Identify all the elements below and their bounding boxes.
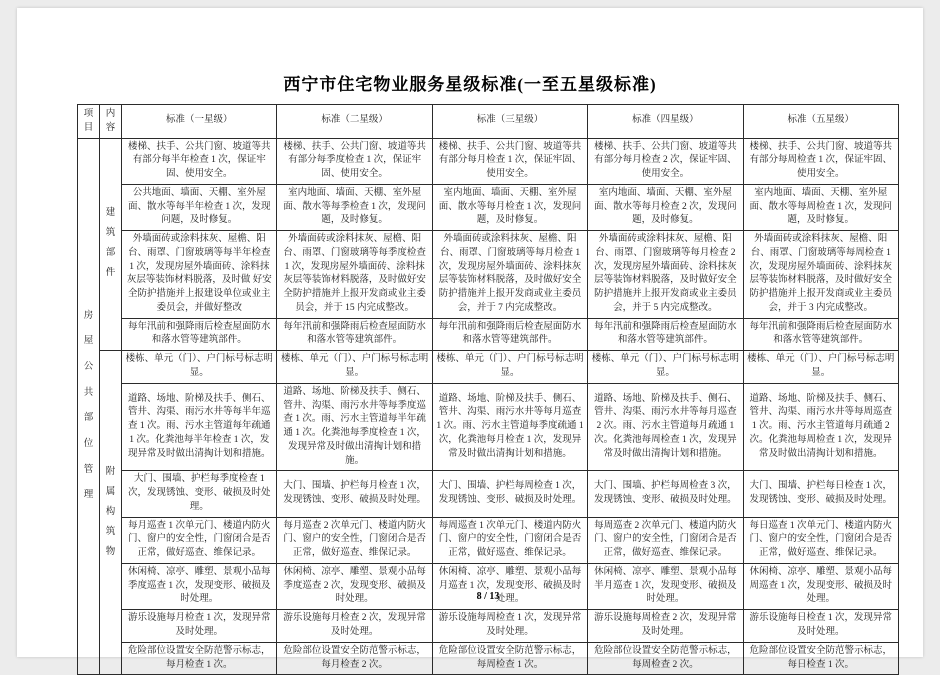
standard-cell: 楼梯、扶手、公共门窗、坡道等共有部分每周检查 1 次，保证牢固、使用安全。	[743, 138, 898, 184]
standard-cell: 楼栋、单元（门）、户门标号标志明显。	[743, 351, 898, 384]
table-row	[78, 563, 899, 609]
group-attached-structures-cell	[100, 351, 122, 675]
standard-cell: 道路、场地、阶梯及扶手、侧石、管井、沟渠、雨污水井等每月巡查 1 次。雨、污水主管道每季度疏通 1 次，化粪池每月检查 1 次，发现异常及时做出清掏计划和措施。	[432, 383, 587, 471]
document-page	[17, 8, 923, 670]
header-star-3: 标准（三星级）	[432, 105, 587, 139]
standard-cell: 每年汛前和强降雨后检查屋面防水和落水管等建筑部件。	[588, 318, 743, 351]
standard-cell: 休闲椅、凉亭、雕塑、景观小品每半月巡查 1 次，发现变形、破损及时处理。	[588, 563, 743, 609]
standard-cell: 大门、围墙、护栏每季度检查 1 次，发现锈蚀、变形、破损及时处理。	[122, 471, 277, 517]
standards-table	[77, 104, 899, 675]
standard-cell: 楼梯、扶手、公共门窗、坡道等共有部分每月检查 2 次，保证牢固、使用安全。	[588, 138, 743, 184]
standard-cell: 危险部位设置安全防范警示标志，每月检查 2 次。	[277, 642, 432, 675]
header-content-label: 内容	[105, 109, 116, 134]
standard-cell: 室内地面、墙面、天棚、室外屋面、散水等每月检查 1 次，发现问题，及时修复。	[432, 184, 587, 230]
header-content	[100, 105, 122, 139]
page-title: 西宁市住宅物业服务星级标准(一至五星级标准)	[283, 75, 657, 94]
standard-cell: 休闲椅、凉亭、雕塑、景观小品每月巡查 1 次，发现变形、破损及时处理。	[432, 563, 587, 609]
standard-cell: 楼梯、扶手、公共门窗、坡道等共有部分每半年检查 1 次，保证牢固、使用安全。	[122, 138, 277, 184]
standard-cell: 室内地面、墙面、天棚、室外屋面、散水等每周检查 1 次，发现问题，及时修复。	[743, 184, 898, 230]
header-star-5: 标准（五星级）	[743, 105, 898, 139]
group-building-parts-cell	[100, 138, 122, 351]
standard-cell: 游乐设施每月检查 2 次，发现异常及时处理。	[277, 610, 432, 643]
standard-cell: 每月巡查 1 次单元门、楼道内防火门、窗户的安全性，门窗闭合是否正常，做好巡查、维保记录。	[122, 517, 277, 563]
standard-cell: 道路、场地、阶梯及扶手、侧石、管井、沟渠、雨污水井等每季度巡查 1 次。雨、污水主管道每半年疏通 1 次。化粪池每季度检查 1 次，发现异常及时做出清掏计划和措施。	[277, 383, 432, 471]
standard-cell: 危险部位设置安全防范警示标志，每周检查 2 次。	[588, 642, 743, 675]
standard-cell: 每月巡查 2 次单元门、楼道内防火门、窗户的安全性，门窗闭合是否正常，做好巡查、维保记录。	[277, 517, 432, 563]
standard-cell: 休闲椅、凉亭、雕塑、景观小品每周巡查 1 次，发现变形、破损及时处理。	[743, 563, 898, 609]
standard-cell: 大门、围墙、护栏每周检查 1 次，发现锈蚀、变形、破损及时处理。	[432, 471, 587, 517]
standard-cell: 游乐设施每月检查 1 次，发现异常及时处理。	[122, 610, 277, 643]
table-row	[78, 231, 899, 319]
standard-cell: 外墙面砖或涂料抹灰、屋檐、阳台、雨罩、门窗玻璃等每季度检查 1 次，发现房屋外墙面砖、涂料抹灰层等装饰材料脱落，及时做好安全防护措施并上报开发商或业主委员会，并于 15 内完成整改。	[277, 231, 432, 319]
standard-cell: 每周巡查 1 次单元门、楼道内防火门、窗户的安全性，门窗闭合是否正常，做好巡查、维保记录。	[432, 517, 587, 563]
standard-cell: 外墙面砖或涂料抹灰、屋檐、阳台、雨罩、门窗玻璃等每月检查 1 次，发现房屋外墙面砖、涂料抹灰层等装饰材料脱落，及时做好安全防护措施并上报开发商或业主委员会，并于 7 内完成整改。	[432, 231, 587, 319]
standard-cell: 道路、场地、阶梯及扶手、侧石、管井、沟渠、雨污水井等每月巡查 2 次。雨、污水主管道每月疏通 1 次。化粪池每周检查 1 次，发现异常及时做出清掏计划和措施。	[588, 383, 743, 471]
group-building-parts-label: 建筑部件	[105, 208, 116, 279]
standard-cell: 公共地面、墙面、天棚、室外屋面、散水等每半年检查 1 次，发现问题，及时修复。	[122, 184, 277, 230]
standard-cell: 游乐设施每日检查 1 次，发现异常及时处理。	[743, 610, 898, 643]
item-category-label: 房屋公共部位管理	[83, 310, 94, 501]
standard-cell: 每周巡查 2 次单元门、楼道内防火门、窗户的安全性，门窗闭合是否正常，做好巡查、维保记录。	[588, 517, 743, 563]
standard-cell: 楼栋、单元（门）、户门标号标志明显。	[432, 351, 587, 384]
page-number: 8 / 13	[476, 591, 500, 602]
standard-cell: 每年汛前和强降雨后检查屋面防水和落水管等建筑部件。	[277, 318, 432, 351]
standard-cell: 游乐设施每周检查 2 次，发现异常及时处理。	[588, 610, 743, 643]
standard-cell: 每年汛前和强降雨后检查屋面防水和落水管等建筑部件。	[432, 318, 587, 351]
standard-cell: 危险部位设置安全防范警示标志，每周检查 1 次。	[432, 642, 587, 675]
table-row	[78, 610, 899, 643]
table-row	[78, 383, 899, 471]
header-item-label: 项目	[83, 109, 94, 134]
table-row	[78, 471, 899, 517]
table-row	[78, 351, 899, 384]
standard-cell: 楼栋、单元（门）、户门标号标志明显。	[122, 351, 277, 384]
table-row	[78, 318, 899, 351]
table-header-row	[78, 105, 899, 139]
standard-cell: 大门、围墙、护栏每月检查 1 次，发现锈蚀、变形、破损及时处理。	[277, 471, 432, 517]
group-attached-structures-label: 附属构筑物	[105, 466, 116, 557]
standard-cell: 楼栋、单元（门）、户门标号标志明显。	[588, 351, 743, 384]
standard-cell: 大门、围墙、护栏每日检查 1 次，发现锈蚀、变形、破损及时处理。	[743, 471, 898, 517]
standard-cell: 休闲椅、凉亭、雕塑、景观小品每季度巡查 1 次，发现变形、破损及时处理。	[122, 563, 277, 609]
header-star-1: 标准（一星级）	[122, 105, 277, 139]
standard-cell: 室内地面、墙面、天棚、室外屋面、散水等每月检查 2 次，发现问题，及时修复。	[588, 184, 743, 230]
standard-cell: 每年汛前和强降雨后检查屋面防水和落水管等建筑部件。	[122, 318, 277, 351]
table-row	[78, 184, 899, 230]
header-star-2: 标准（二星级）	[277, 105, 432, 139]
standard-cell: 室内地面、墙面、天棚、室外屋面、散水等每季检查 1 次，发现问题，及时修复。	[277, 184, 432, 230]
standard-cell: 危险部位设置安全防范警示标志，每月检查 1 次。	[122, 642, 277, 675]
standard-cell: 楼梯、扶手、公共门窗、坡道等共有部分每月检查 1 次，保证牢固、使用安全。	[432, 138, 587, 184]
standard-cell: 道路、场地、阶梯及扶手、侧石、管井、沟渠、雨污水井等每周巡查 1 次。雨、污水主管道每月疏通 2 次。化粪池每周检查 1 次，发现异常及时做出清掏计划和措施。	[743, 383, 898, 471]
standard-cell: 休闲椅、凉亭、雕塑、景观小品每季度巡查 2 次，发现变形、破损及时处理。	[277, 563, 432, 609]
standard-cell: 外墙面砖或涂料抹灰、屋檐、阳台、雨罩、门窗玻璃等每半年检查 1 次，发现房屋外墙面砖、涂料抹灰层等装饰材料脱落，及时做 好安全防护措施并上报建设单位或业主委员会，并做好整改	[122, 231, 277, 319]
standard-cell: 每日巡查 1 次单元门、楼道内防火门、窗户的安全性，门窗闭合是否正常，做好巡查、维保记录。	[743, 517, 898, 563]
standard-cell: 游乐设施每周检查 1 次，发现异常及时处理。	[432, 610, 587, 643]
standard-cell: 每年汛前和强降雨后检查屋面防水和落水管等建筑部件。	[743, 318, 898, 351]
table-row	[78, 642, 899, 675]
header-item	[78, 105, 100, 139]
standard-cell: 楼梯、扶手、公共门窗、坡道等共有部分每季度检查 1 次，保证牢固、使用安全。	[277, 138, 432, 184]
standard-cell: 危险部位设置安全防范警示标志，每日检查 1 次。	[743, 642, 898, 675]
standard-cell: 外墙面砖或涂料抹灰、屋檐、阳台、雨罩、门窗玻璃等每周检查 1 次，发现房屋外墙面砖、涂料抹灰层等装饰材料脱落，及时做好安全防护措施并上报开发商或业主委员会，并于 3 内完成整改。	[743, 231, 898, 319]
standard-cell: 大门、围墙、护栏每周检查 3 次，发现锈蚀、变形、破损及时处理。	[588, 471, 743, 517]
standard-cell: 道路、场地、阶梯及扶手、侧石、管井、沟渠、雨污水井等每半年巡查 1 次。雨、污水主管道每年疏通 1 次。化粪池每半年检查 1 次，发现异常及时做出清掏计划和措施。	[122, 383, 277, 471]
standard-cell: 外墙面砖或涂料抹灰、屋檐、阳台、雨罩、门窗玻璃等每月检查 2 次，发现房屋外墙面砖、涂料抹灰层等装饰材料脱落，及时做好安全防护措施并上报开发商或业主委员会，并于 5 内完成整改。	[588, 231, 743, 319]
table-row	[78, 138, 899, 184]
table-row	[78, 517, 899, 563]
header-star-4: 标准（四星级）	[588, 105, 743, 139]
standard-cell: 楼栋、单元（门）、户门标号标志明显。	[277, 351, 432, 384]
